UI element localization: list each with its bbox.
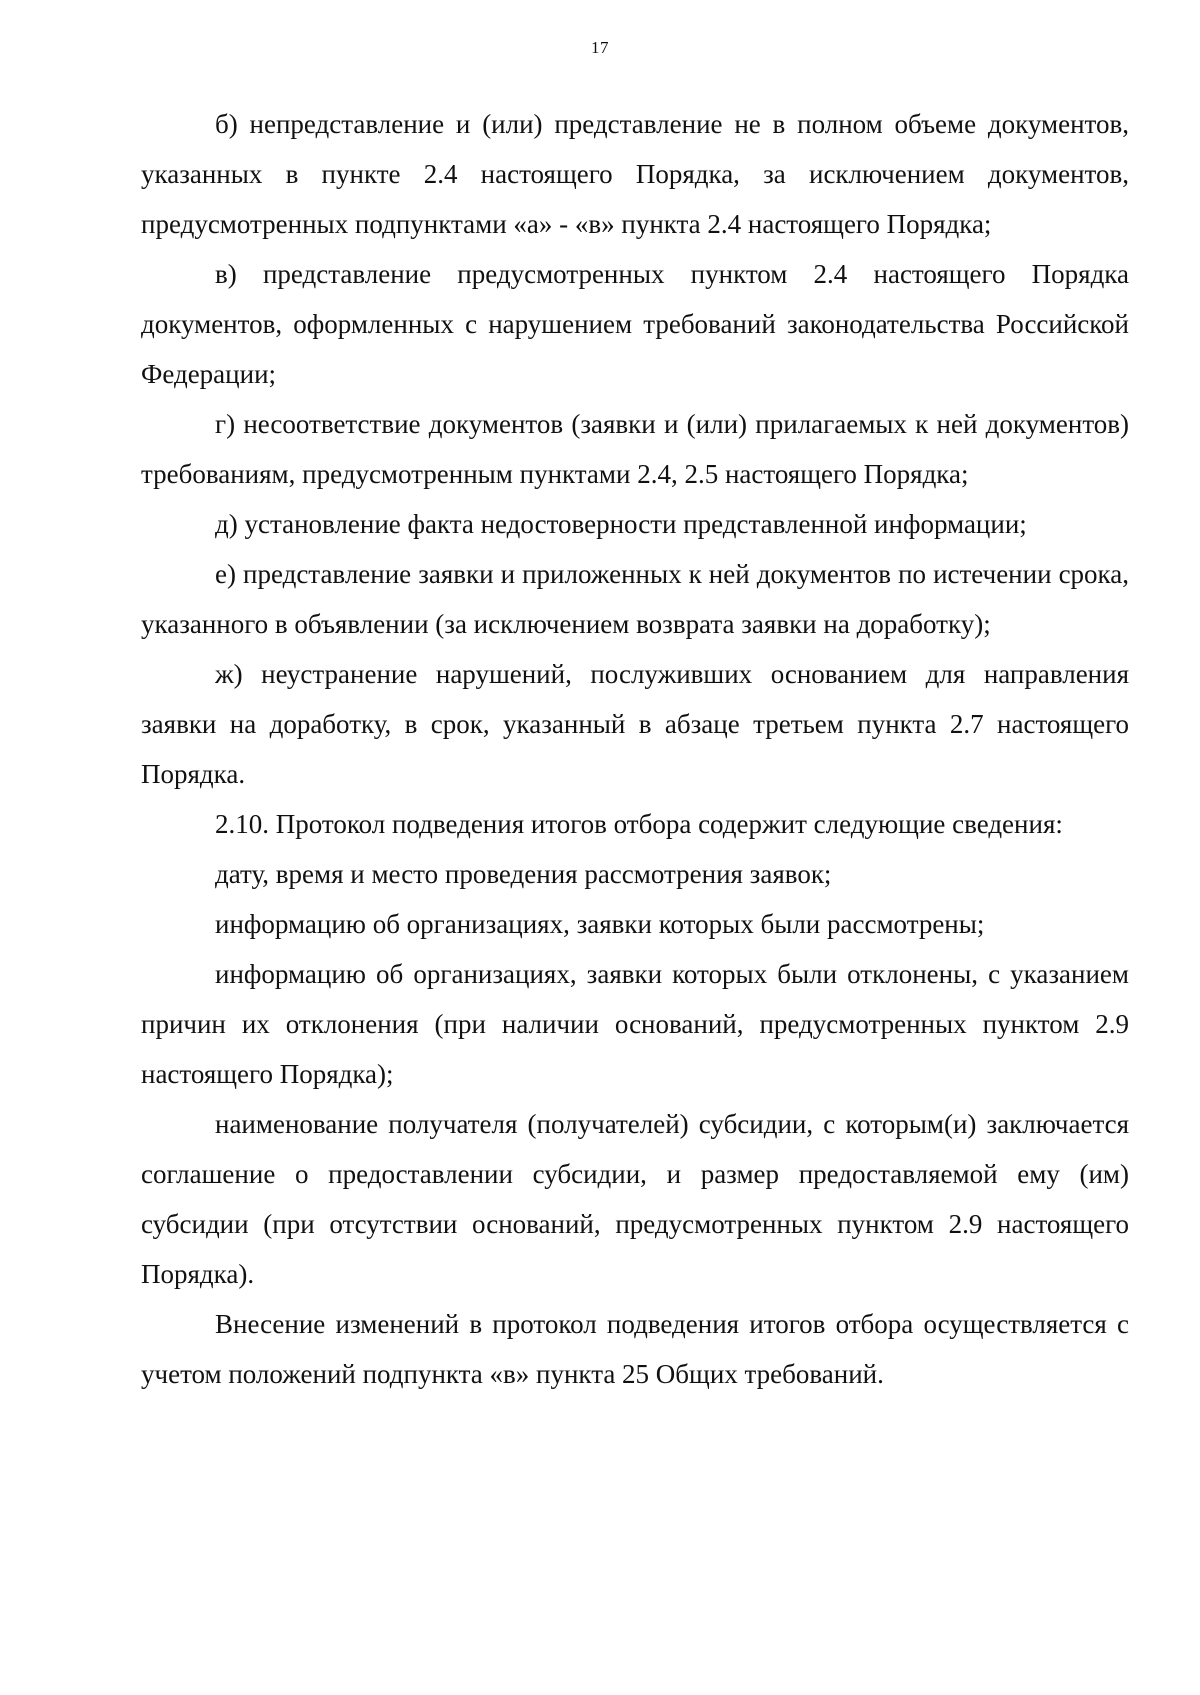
paragraph-zh: ж) неустранение нарушений, послуживших основанием для направления заявки на доработку, в срок, указанный в абзаце третьем пункта 2.7 настоящего Порядка. <box>141 659 1129 789</box>
paragraph-e: е) представление заявки и приложенных к ней документов по истечении срока, указанного в объявлении (за исключением возврата заявки на доработку); <box>141 559 1129 639</box>
paragraph-d: д) установление факта недостоверности представленной информации; <box>215 509 1027 539</box>
paragraph-considered-organizations: информацию об организациях, заявки которых были рассмотрены; <box>215 909 985 939</box>
paragraph-v: в) представление предусмотренных пунктом 2.4 настоящего Порядка документов, оформленных с нарушением требований законодательства Российской Федерации; <box>141 259 1129 389</box>
paragraph-subsidy-recipient: наименование получателя (получателей) субсидии, с которым(и) заключается соглашение о предоставлении субсидии, и размер предоставляемой ему (им) субсидии (при отсутствии оснований, предусмотренных пунктом 2.9 настоящего Порядка). <box>141 1109 1129 1289</box>
document-body <box>141 99 1129 1399</box>
paragraph-g: г) несоответствие документов (заявки и (или) прилагаемых к ней документов) требованиям, предусмотренным пунктами 2.4, 2.5 настоящего Порядка; <box>141 409 1129 489</box>
paragraph-date-time-place: дату, время и место проведения рассмотрения заявок; <box>215 859 832 889</box>
page-number: 17 <box>591 38 609 57</box>
paragraph-b: б) непредставление и (или) представление не в полном объеме документов, указанных в пункте 2.4 настоящего Порядка, за исключением документов, предусмотренных подпунктами «а» - «в» пункта 2.4 настоящего Порядка; <box>141 109 1129 239</box>
paragraph-protocol-amendments: Внесение изменений в протокол подведения итогов отбора осуществляется с учетом положений подпункта «в» пункта 25 Общих требований. <box>141 1309 1129 1389</box>
paragraph-2-10: 2.10. Протокол подведения итогов отбора содержит следующие сведения: <box>215 809 1063 839</box>
paragraph-rejected-organizations: информацию об организациях, заявки которых были отклонены, с указанием причин их отклонения (при наличии оснований, предусмотренных пунктом 2.9 настоящего Порядка); <box>141 959 1129 1089</box>
